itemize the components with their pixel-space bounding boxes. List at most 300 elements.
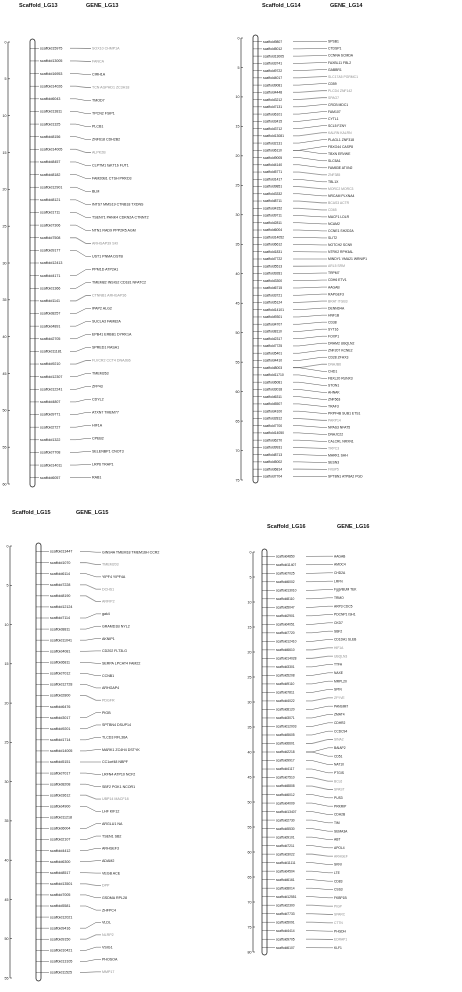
ruler-tick-label: 70	[247, 900, 252, 905]
gene-connector	[306, 812, 333, 815]
ruler-tick-label: 50	[2, 408, 7, 413]
gene-label: CTDSP1	[328, 46, 342, 51]
gene-label: ZNF618 CDH2B2	[92, 137, 121, 142]
gene-label: NTRK2 RPH3AL	[328, 250, 354, 255]
ruler-tick-label: 5	[249, 575, 252, 580]
gene-label: BCL6	[334, 779, 343, 784]
marker-label: scaffold13447	[50, 549, 73, 554]
marker-label: scaffold10421	[50, 948, 73, 953]
ruler-tick-label: 50	[247, 800, 252, 805]
gene-connector	[293, 187, 327, 189]
marker-label: scaffold13501	[50, 882, 73, 887]
ruler-tick-label: 30	[2, 261, 7, 266]
gene-connector	[80, 906, 101, 910]
gene-label: FLVCR2 CCT4 DNAJB6	[92, 358, 131, 363]
ruler-tick-label: 80	[247, 950, 252, 955]
gene-connector	[70, 250, 91, 256]
ruler-tick-label: 0	[6, 544, 9, 549]
gene-label: ABT	[334, 837, 341, 842]
marker-label: scaffold9081	[263, 83, 283, 88]
gene-label: ARHGEF	[334, 854, 348, 859]
marker-label: scaffold13081	[263, 134, 285, 139]
gene-connector	[80, 795, 101, 799]
gene-connector	[80, 585, 101, 589]
gene-label: BRAT ITGB3	[328, 299, 348, 304]
ruler-tick-label: 60	[235, 389, 240, 394]
gene-label: AAGAB	[334, 554, 346, 559]
gene-label: LRFN	[334, 579, 343, 584]
gene-label: SPIN	[334, 687, 342, 692]
gene-label: ALPK2B	[92, 150, 106, 155]
gene-connector	[293, 322, 327, 324]
marker-label: scaffold14011	[40, 463, 63, 468]
gene-connector	[293, 343, 327, 346]
marker-label: scaffold12003	[276, 724, 297, 729]
gene-label: NRCAM PLXNA4	[328, 194, 355, 199]
gene-connector	[293, 179, 327, 182]
gene-label: TSEN71 PANK4 CDKN2A CTNNT2	[92, 215, 149, 220]
gene-label: MRPL20	[334, 679, 347, 684]
gene-label: FAM83E ATXN2	[328, 165, 353, 170]
gene-title: GENE_LG15	[76, 510, 109, 516]
gene-connector	[80, 784, 101, 787]
marker-label: scaffold12021	[50, 915, 73, 920]
marker-label: scaffold1325	[40, 122, 61, 127]
gene-label: FOXP1	[328, 334, 340, 339]
gene-connector	[70, 238, 91, 244]
gene-label: VEGB ACE	[102, 871, 121, 876]
gene-connector	[293, 112, 327, 114]
gene-label: KALRN KALRN	[328, 130, 352, 135]
gene-label: NTN1 RAD9 PPP2R5 AGM	[92, 228, 136, 233]
ruler-tick-label: 15	[235, 124, 240, 129]
gene-label: SBF2 PGK1 NCOR1	[102, 784, 136, 789]
gene-connector	[70, 212, 91, 217]
gene-label: LRP6 TRAP1	[92, 462, 114, 467]
gene-label: SERPA LPCAT4 FAM22	[102, 661, 141, 666]
ruler-tick-label: 55	[247, 825, 252, 830]
ruler-tick-label: 55	[4, 976, 9, 981]
marker-label: scaffold1141	[40, 299, 61, 304]
marker-label: scaffold5002	[263, 460, 283, 465]
gene-connector	[70, 200, 91, 205]
gene-connector	[70, 86, 91, 87]
marker-label: scaffold4850	[276, 554, 295, 559]
marker-label: scaffold9722	[263, 68, 283, 73]
marker-label: scaffold11407	[276, 562, 297, 567]
marker-label: scaffold6601	[276, 741, 295, 746]
ruler-tick-label: 15	[247, 625, 252, 630]
gene-label: DRAM2 UBQLN2	[328, 341, 355, 346]
gene-label: SPTBN1 ATP8A2 PGD	[328, 474, 363, 479]
marker-label: scaffold7306	[40, 223, 61, 228]
gene-connector	[80, 836, 101, 839]
ruler-tick-label: 25	[4, 740, 9, 745]
ruler-tick-label: 55	[2, 445, 7, 450]
gene-label: SPTBN4 DSUP14	[102, 723, 131, 728]
gene-label: LRFN4 ATP10 NCF2	[102, 772, 136, 777]
marker-label: scaffold9931	[263, 445, 283, 450]
marker-label: scaffold6012	[276, 792, 295, 797]
marker-label: scaffold6114	[50, 571, 71, 576]
gene-connector	[293, 98, 327, 100]
gene-connector	[70, 283, 91, 289]
gene-label: BAIAP2	[334, 746, 346, 751]
gene-connector	[70, 309, 91, 314]
gene-label: NPAS3 NFAT5	[328, 425, 351, 430]
gene-label: PLCB1	[92, 124, 104, 129]
marker-label: scaffold6107	[276, 945, 295, 950]
ruler-tick-label: 40	[247, 750, 252, 755]
gene-connector	[293, 119, 327, 122]
gene-label: ADAM2	[102, 858, 115, 863]
ruler-tick-label: 60	[2, 482, 7, 487]
gene-label: APOL4	[334, 846, 345, 851]
gene-connector	[70, 124, 91, 126]
gene-connector	[293, 147, 327, 151]
panel-lg13	[0, 0, 231, 500]
gene-label: NOTCH2 SCN9	[328, 243, 352, 248]
ruler-tick-label: 75	[235, 478, 240, 483]
marker-label: scaffold5047	[276, 605, 295, 610]
marker-label: scaffold4140	[263, 163, 283, 168]
marker-label: scaffold4117	[276, 767, 295, 772]
marker-label: scaffold1417	[263, 177, 283, 182]
marker-label: scaffold9201	[50, 726, 71, 731]
gene-label: TBL1X	[328, 180, 339, 185]
gene-label: PHGDH	[334, 929, 346, 934]
ruler-tick-label: 45	[2, 371, 7, 376]
marker-label: scaffold11218	[50, 815, 73, 820]
gene-connector	[80, 806, 101, 811]
gene-connector	[70, 439, 91, 440]
marker-label: scaffold6004	[50, 826, 71, 831]
marker-label: scaffold9771	[40, 412, 61, 417]
marker-label: scaffold6610	[276, 648, 295, 653]
marker-label: scaffold8257	[40, 311, 61, 316]
gene-connector	[293, 77, 327, 78]
gene-connector	[293, 208, 327, 210]
gene-label: ZNF563	[328, 397, 341, 402]
gene-label: PRKRIP	[334, 804, 347, 809]
gene-connector	[80, 596, 101, 602]
gene-connector	[70, 149, 91, 152]
gene-label: ZNF207 KCNE2	[328, 348, 353, 353]
gene-connector	[306, 740, 333, 744]
gene-connector	[80, 895, 101, 898]
marker-label: scaffold2317	[263, 336, 283, 341]
gene-connector	[70, 335, 91, 339]
marker-label: scaffold1711	[40, 210, 61, 215]
gene-label: CHD2A	[334, 571, 346, 576]
gene-label: TMEM263	[92, 371, 109, 376]
gene-label: CD202 FLT3LG	[102, 649, 128, 654]
gene-connector	[80, 614, 101, 618]
marker-label: scaffold4707	[263, 322, 283, 327]
gene-label: ZNF385	[328, 173, 341, 178]
ruler-tick-label: 35	[4, 819, 9, 824]
gene-label: TMEM203	[102, 562, 119, 567]
gene-label: PTGIS	[334, 771, 344, 776]
gene-label: FggVBUM TEK	[334, 587, 357, 592]
marker-label: scaffold5124	[263, 300, 283, 305]
gene-label: CIRH1A	[92, 72, 106, 77]
gene-label: MORC2 MORC3	[328, 187, 354, 192]
gene-label: ZMAT4	[334, 712, 345, 717]
gene-connector	[293, 133, 327, 136]
gene-label: FAXBL11 FBL2	[328, 60, 352, 65]
gene-label: SKNI	[334, 862, 342, 867]
marker-label: scaffold2300	[276, 903, 295, 908]
marker-label: scaffold4171	[40, 273, 61, 278]
gene-label: TMEM82 INSIG2 CD181 NFATC2	[92, 280, 147, 285]
gene-connector	[293, 368, 327, 372]
marker-label: scaffold7722	[263, 257, 283, 262]
gene-connector	[80, 959, 101, 961]
marker-label: scaffold5581	[50, 904, 71, 909]
marker-label: scaffold4017	[263, 76, 283, 81]
marker-label: scaffold3741	[263, 61, 283, 66]
gene-label: PLCD4 ZNF142	[328, 88, 353, 93]
marker-label: scaffold6612	[263, 242, 283, 247]
gene-label: CCNB1	[102, 673, 115, 678]
gene-label: PRPF4B SUB1 ETS1	[328, 411, 361, 416]
gene-label: SINA2	[334, 737, 344, 742]
gene-connector	[293, 350, 327, 353]
gene-connector	[293, 329, 327, 331]
gene-connector	[293, 375, 327, 378]
gene-connector	[70, 225, 91, 230]
marker-label: scaffold9807	[263, 39, 283, 44]
gene-connector	[306, 880, 333, 882]
ruler-tick-label: 5	[4, 77, 7, 82]
gene-label: PPM1D ATP2A1	[92, 267, 119, 272]
gene-label: CD51	[334, 754, 343, 759]
gene-label: CDH2B	[334, 812, 346, 817]
gene-label: VLDL	[102, 920, 111, 925]
gene-label: NCAM2	[328, 222, 340, 227]
gene-title: GENE_LG16	[337, 524, 370, 530]
gene-connector	[70, 162, 91, 166]
marker-label: scaffold1366	[40, 286, 61, 291]
gene-label: BCAS3 ACTR	[328, 201, 350, 206]
ruler-tick-label: 30	[4, 779, 9, 784]
gene-connector	[293, 172, 327, 175]
gene-label: CCDC94	[334, 729, 348, 734]
gene-connector	[293, 56, 327, 57]
marker-label: scaffold2705	[40, 336, 61, 341]
gene-label: TMOD7	[92, 98, 105, 103]
gene-label: CRCB MDC1	[328, 102, 349, 107]
gene-label: CALCRL NRXN1	[328, 439, 354, 444]
ruler-tick-label: 0	[237, 36, 240, 41]
gene-connector	[70, 387, 91, 390]
gene-connector	[80, 684, 101, 687]
gene-connector	[306, 820, 333, 823]
ruler-tick-label: 0	[4, 40, 7, 45]
gene-label: FBXO44 CASP8	[328, 144, 354, 149]
marker-label: scaffold3017	[50, 715, 71, 720]
marker-label: scaffold7704	[263, 474, 283, 479]
gene-label: SBF2	[334, 629, 343, 634]
marker-label: scaffold3712	[263, 126, 283, 131]
gene-label: SPAST	[334, 787, 345, 792]
marker-label: scaffold8121	[40, 198, 61, 203]
marker-label: scaffold6004	[263, 228, 283, 233]
gene-label: ARP3 CDC5	[334, 604, 353, 609]
marker-label: scaffold9101	[276, 835, 295, 840]
gene-connector	[306, 897, 333, 898]
gene-label: SEMA3A	[334, 829, 348, 834]
gene-connector	[80, 639, 101, 641]
gene-connector	[293, 201, 327, 203]
marker-label: scaffold12413	[40, 261, 63, 266]
gene-connector	[70, 322, 91, 327]
marker-label: scaffold11111	[276, 860, 296, 865]
gene-connector	[70, 270, 91, 276]
gene-label: SCL5 FZNY	[328, 123, 347, 128]
gene-label: CPEB2	[92, 436, 104, 441]
gene-label: TCN AGPHD1 ZC3H18	[92, 85, 130, 90]
ruler-tick-label: 5	[237, 65, 240, 70]
gene-connector	[306, 665, 333, 667]
marker-label: scaffold4152	[263, 206, 283, 211]
marker-label: scaffold6043	[40, 97, 61, 102]
marker-label: scaffold5605	[276, 733, 295, 738]
gene-connector	[80, 972, 101, 973]
ruler-tick-label: 30	[247, 700, 252, 705]
marker-label: scaffold7017	[50, 771, 71, 776]
gene-label: UBQLN3	[334, 654, 348, 659]
ruler-tick-label: 65	[235, 419, 240, 424]
gene-connector	[306, 778, 333, 782]
gene-label: SPARC	[334, 912, 346, 917]
gene-connector	[70, 111, 91, 113]
gene-connector	[293, 308, 327, 310]
gene-label: PHOSOA	[102, 957, 118, 962]
gene-label: FAM20B1 CTSH PRKD3	[92, 176, 132, 181]
ruler-tick-label: 35	[235, 242, 240, 247]
gene-connector	[293, 150, 327, 153]
gene-label: ARFIP2	[102, 599, 115, 604]
gene-connector	[293, 404, 327, 406]
gene-connector	[293, 447, 327, 448]
gene-label: AMOC4	[334, 562, 346, 567]
gene-label: HNF1B	[328, 313, 340, 318]
gene-connector	[70, 426, 91, 428]
marker-label: scaffold16953	[40, 71, 63, 76]
marker-label: scaffold5091	[276, 920, 295, 925]
marker-label: scaffold7510	[276, 775, 295, 780]
gene-connector	[306, 854, 333, 856]
gene-label: TTFA	[334, 662, 343, 667]
marker-label: scaffold9150	[50, 937, 71, 942]
gene-label: CD83	[334, 879, 343, 884]
gene-label: RAPGEF3	[328, 292, 344, 297]
ruler-tick-label: 45	[4, 897, 9, 902]
gene-label: CDHR2	[334, 721, 346, 726]
gene-connector	[70, 296, 91, 301]
gene-connector	[70, 452, 91, 453]
gene-label: SPAG7	[328, 95, 340, 100]
gene-label: CHD1	[328, 369, 338, 374]
marker-label: scaffold8713	[263, 452, 283, 457]
marker-label: scaffold3332	[263, 191, 283, 196]
marker-label: scaffold6300	[50, 859, 71, 864]
marker-label: scaffold2107	[50, 837, 71, 842]
gene-label: GABBR1	[328, 67, 342, 72]
marker-label: scaffold8517	[50, 870, 71, 875]
gene-label: SESN3	[328, 460, 340, 465]
ruler-tick-label: 10	[4, 622, 9, 627]
gene-label: SUCLA3 FAM82A	[92, 319, 121, 324]
marker-label: scaffold9110	[276, 682, 295, 687]
marker-label: scaffold9851	[263, 184, 283, 189]
marker-label: scaffold11181	[40, 349, 62, 354]
gene-label: CTNNB1 ARHGAP36	[92, 293, 127, 298]
gene-connector	[293, 230, 327, 231]
ruler-tick-label: 40	[235, 272, 240, 277]
marker-label: scaffold5012	[263, 47, 283, 52]
gene-title: GENE_LG14	[330, 3, 363, 9]
gene-connector	[80, 922, 101, 928]
gene-connector	[80, 861, 101, 862]
marker-label: scaffold8208	[50, 782, 71, 787]
ruler-tick-label: 75	[247, 925, 252, 930]
marker-label: scaffold11710	[263, 373, 284, 378]
gene-label: PLAGL1 ZNF318	[328, 137, 355, 142]
gene-connector	[306, 615, 333, 616]
gene-connector	[80, 935, 101, 939]
marker-label: scaffold2727	[40, 425, 61, 430]
marker-label: scaffold3022	[276, 852, 295, 857]
gene-label: CTTN	[334, 921, 343, 926]
marker-label: scaffold7725	[263, 344, 283, 349]
marker-label: scaffold8120	[276, 707, 295, 712]
gene-connector	[80, 552, 101, 553]
marker-label: scaffold4414	[276, 928, 295, 933]
gene-label: ARHGAP39 SKI	[92, 241, 118, 246]
gene-label: UST1 PNMA DSTB	[92, 254, 123, 259]
marker-label: scaffold7811	[276, 690, 295, 695]
marker-label: scaffold6002	[276, 579, 295, 584]
gene-connector	[293, 315, 327, 317]
gene-connector	[80, 662, 101, 663]
marker-label: scaffold4448	[263, 90, 283, 95]
gene-connector	[306, 598, 333, 599]
gene-label: SPSB1	[328, 39, 339, 44]
gene-connector	[306, 846, 333, 848]
gene-label: CCNE1 SH2D2A	[328, 229, 354, 234]
ruler-tick-label: 10	[247, 600, 252, 605]
gene-connector	[80, 574, 101, 577]
marker-label: scaffold12551	[276, 894, 297, 899]
gene-label: FBXL20 RUNX3	[328, 376, 353, 381]
marker-label: scaffold7228	[50, 582, 71, 587]
marker-label: scaffold3018	[263, 387, 283, 392]
marker-label: scaffold4891	[40, 324, 61, 329]
gene-connector	[293, 84, 327, 85]
gene-label: CD59	[328, 81, 337, 86]
marker-label: scaffold9210	[40, 362, 61, 367]
gene-label: DNAJC22	[328, 432, 344, 437]
gene-connector	[70, 187, 91, 191]
gene-label: MACF1 LDLR	[328, 215, 350, 220]
gene-label: ZFYVE	[334, 696, 345, 701]
gene-label: FKBP5	[328, 467, 339, 472]
marker-label: scaffold4100	[263, 409, 283, 414]
gene-connector	[293, 462, 327, 463]
